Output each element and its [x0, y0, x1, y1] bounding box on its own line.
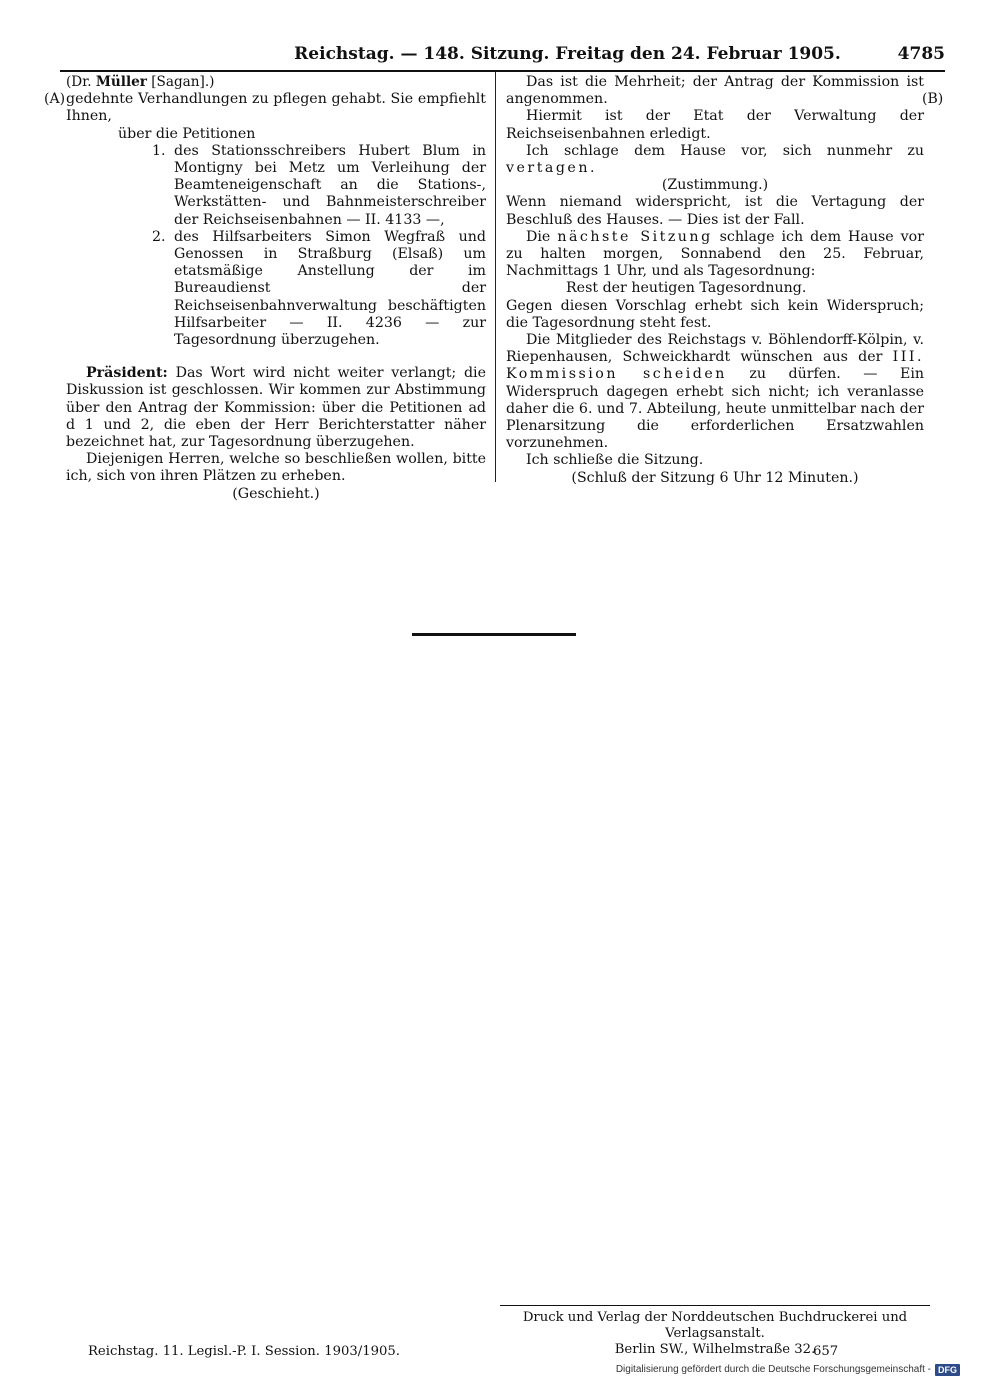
text-run: zu dürfen. — Ein Widerspruch dagegen erhebt sich nicht; ich veranlasse daher die 6. und 7. Abteilung, heute unmittelbar nach der Plenarsitzung die erforderlichen Ersatzwahlen vorzunehmen.	[506, 366, 924, 452]
stage-note: (Zustimmung.)	[661, 177, 769, 194]
list-item-text: des Stationsschreibers Hubert Blum in Montigny bei Metz um Verleihung der Beamteneigenschaft an die Stations-, Werkstätten- und Bahnmeisterschreiber der Reichseisenbahnen — II. 4133 —,	[174, 142, 486, 228]
spaced-text: III. Kommission scheiden	[506, 349, 924, 383]
header-title: Reichstag. — 148. Sitzung. Freitag den 24. Februar 1905.	[294, 44, 841, 64]
president-label: Präsident:	[86, 365, 168, 382]
paragraph-petitions-intro: über die Petitionen	[118, 125, 256, 142]
paragraph	[506, 143, 924, 177]
petition-list	[66, 143, 486, 349]
paragraph: Gegen diesen Vorschlag erhebt sich kein Widerspruch; die Tagesordnung steht fest.	[506, 297, 924, 331]
stage-note: (Schluß der Sitzung 6 Uhr 12 Minuten.)	[571, 469, 859, 486]
footer-citation: Reichstag. 11. Legisl.-P. I. Session. 1903/1905.	[88, 1344, 400, 1359]
page-number: 4785	[897, 44, 945, 64]
footer-sheet-number: 657	[813, 1344, 839, 1359]
list-item-number: 2.	[152, 228, 166, 245]
imprint-line-2: Berlin SW., Wilhelmstraße 32.	[614, 1342, 816, 1357]
digitization-notice	[616, 1362, 960, 1378]
president-text: Das Wort wird nicht weiter verlangt; die Diskussion ist geschlossen. Wir kommen zur Abstimmung über den Antrag der Kommission: über die Petitionen ad d 1 und 2, die eben der Herr Berichterstatter näher bezeichnet hat, zur Tagesordnung überzugehen.	[66, 365, 486, 451]
list-item-text: des Hilfsarbeiters Simon Wegfraß und Genossen in Straßburg (Elsaß) um etatsmäßige Anstellung der im Bureaudienst der Reichseisenbahnverwaltung beschäftigten Hilfsarbeiter — II. 4236 — zur Tagesordnung überzugehen.	[174, 228, 486, 349]
paragraph: Ich schließe die Sitzung.	[526, 452, 704, 469]
running-header	[60, 44, 945, 72]
speaker-suffix: [Sagan].)	[146, 74, 215, 90]
text-run: Ich schlage dem Hause vor, sich nunmehr zu	[526, 142, 924, 159]
speaker-attribution	[66, 74, 486, 91]
dfg-logo-icon: DFG	[935, 1364, 960, 1376]
paragraph: Wenn niemand widerspricht, ist die Vertagung der Beschluß des Hauses. — Dies ist der Fall.	[506, 194, 924, 228]
paragraph: Das ist die Mehrheit; der Antrag der Kommission ist angenommen.	[506, 74, 924, 108]
speaker-name: Müller	[95, 74, 147, 90]
right-column	[506, 74, 924, 487]
spaced-text: nächste Sitzung	[557, 228, 713, 245]
president-paragraph	[66, 365, 486, 451]
margin-marker-b: (B)	[922, 91, 944, 107]
paragraph	[506, 332, 924, 452]
list-item-number: 1.	[152, 142, 166, 159]
paragraph	[506, 229, 924, 281]
left-column	[66, 74, 486, 503]
agenda-item: Rest der heutigen Tagesordnung.	[566, 280, 807, 297]
paragraph: Diejenigen Herren, welche so beschließen wollen, bitte ich, sich von ihren Plätzen zu erheben.	[66, 451, 486, 485]
margin-marker-a: (A)	[44, 91, 66, 107]
imprint-line-1: Druck und Verlag der Norddeutschen Buchdruckerei und Verlagsanstalt.	[522, 1310, 908, 1341]
imprint	[500, 1305, 930, 1358]
list-item	[66, 143, 486, 229]
spaced-text: vertagen.	[506, 160, 597, 177]
paragraph: Hiermit ist der Etat der Verwaltung der Reichseisenbahnen erledigt.	[506, 108, 924, 142]
digitization-text: Digitalisierung gefördert durch die Deutsche Forschungsgemeinschaft -	[615, 1364, 931, 1375]
speaker-prefix: (Dr.	[66, 74, 96, 90]
paragraph: gedehnte Verhandlungen zu pflegen gehabt. Sie empfiehlt Ihnen,	[66, 91, 486, 125]
section-rule	[412, 633, 576, 636]
text-run: Die Mitglieder des Reichstags v. Böhlendorff-Kölpin, v. Riepenhausen, Schweickhardt wünschen aus der	[506, 332, 924, 366]
stage-note: (Geschieht.)	[232, 485, 320, 502]
text-run: schlage ich dem Hause vor zu halten morgen, Sonnabend den 25. Februar, Nachmittags 1 Uhr, und als Tagesordnung:	[506, 228, 924, 280]
text-run: Die	[526, 228, 558, 245]
column-divider	[495, 72, 496, 482]
list-item	[66, 229, 486, 349]
